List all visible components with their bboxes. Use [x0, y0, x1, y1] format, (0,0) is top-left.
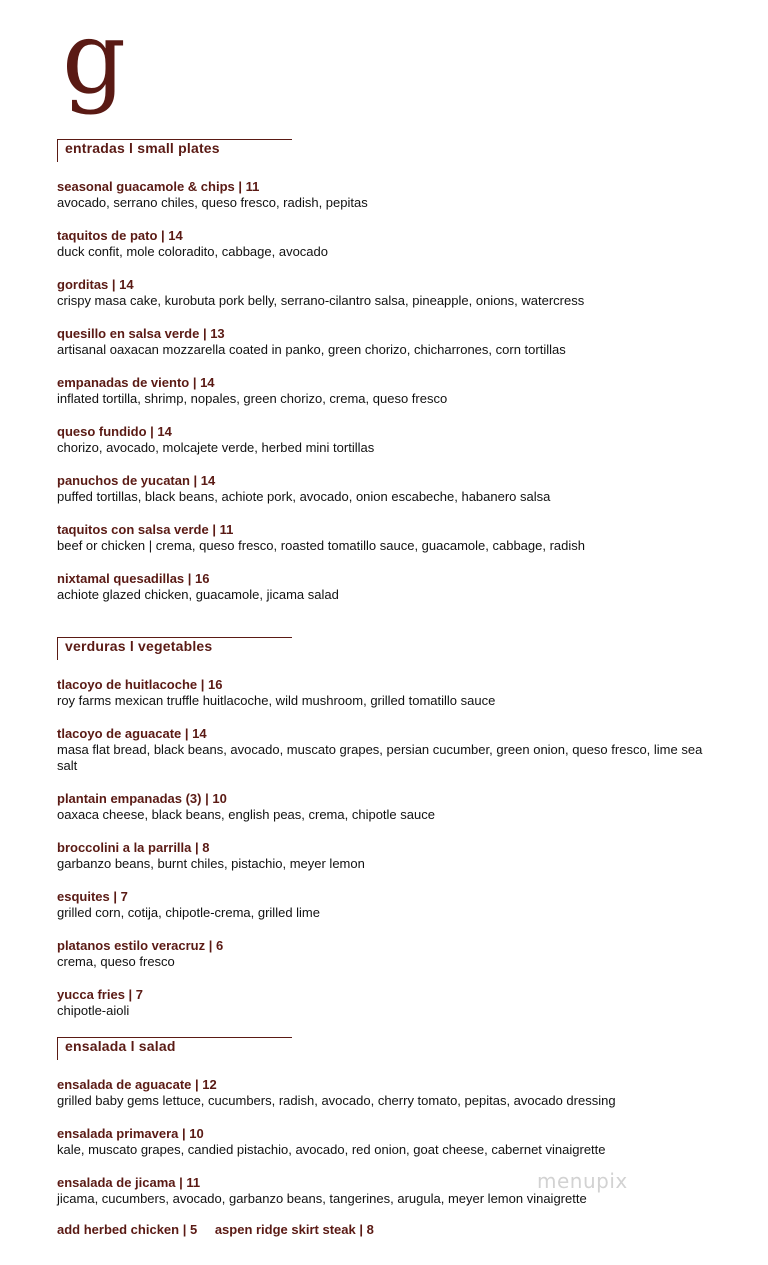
item-description: achiote glazed chicken, guacamole, jicama salad	[57, 587, 339, 602]
section-heading-small-plates	[57, 139, 292, 162]
menu-item	[57, 424, 717, 456]
menu-item	[57, 277, 717, 309]
menu-item	[57, 326, 717, 358]
menu-item	[57, 179, 717, 211]
item-name: plantain empanadas (3) | 10	[57, 791, 227, 806]
item-description: puffed tortillas, black beans, achiote pork, avocado, onion escabeche, habanero salsa	[57, 489, 551, 504]
item-description: crema, queso fresco	[57, 954, 175, 969]
item-name: seasonal guacamole & chips | 11	[57, 179, 260, 194]
item-description: garbanzo beans, burnt chiles, pistachio, meyer lemon	[57, 856, 365, 871]
menu-item	[57, 473, 717, 505]
item-description: crispy masa cake, kurobuta pork belly, serrano-cilantro salsa, pineapple, onions, watercress	[57, 293, 585, 308]
item-description: kale, muscato grapes, candied pistachio, avocado, red onion, goat cheese, cabernet vinaigrette	[57, 1142, 606, 1157]
menu-item	[57, 791, 717, 823]
item-name: taquitos con salsa verde | 11	[57, 522, 234, 537]
item-name: tlacoyo de huitlacoche | 16	[57, 677, 223, 692]
menu-item	[57, 677, 717, 709]
item-name: broccolini a la parrilla | 8	[57, 840, 210, 855]
item-name: esquites | 7	[57, 889, 128, 904]
item-name: taquitos de pato | 14	[57, 228, 183, 243]
item-name: queso fundido | 14	[57, 424, 172, 439]
item-description: beef or chicken | crema, queso fresco, roasted tomatillo sauce, guacamole, cabbage, radish	[57, 538, 585, 553]
item-description: chorizo, avocado, molcajete verde, herbed mini tortillas	[57, 440, 375, 455]
section-title: entradas l small plates	[65, 140, 220, 156]
brand-logo	[58, 26, 130, 122]
item-name: ensalada de jicama | 11	[57, 1175, 201, 1190]
menu-item	[57, 228, 717, 260]
item-description: masa flat bread, black beans, avocado, muscato grapes, persian cucumber, green onion, queso fresco, lime sea salt	[57, 742, 703, 773]
logo-letter: g	[61, 26, 127, 116]
watermark: menupix	[537, 1169, 628, 1193]
item-name: panuchos de yucatan | 14	[57, 473, 216, 488]
item-description: oaxaca cheese, black beans, english peas, crema, chipotle sauce	[57, 807, 435, 822]
section-heading-salad	[57, 1037, 292, 1060]
menu-item	[57, 840, 717, 872]
menu-item	[57, 375, 717, 407]
section-title: ensalada l salad	[65, 1038, 176, 1054]
item-description: roy farms mexican truffle huitlacoche, wild mushroom, grilled tomatillo sauce	[57, 693, 496, 708]
item-description: chipotle-aioli	[57, 1003, 130, 1018]
item-name: empanadas de viento | 14	[57, 375, 215, 390]
item-name: gorditas | 14	[57, 277, 134, 292]
item-name: ensalada de aguacate | 12	[57, 1077, 217, 1092]
item-name: tlacoyo de aguacate | 14	[57, 726, 207, 741]
section-title: verduras l vegetables	[65, 638, 213, 654]
item-name: yucca fries | 7	[57, 987, 144, 1002]
section-heading-vegetables	[57, 637, 292, 660]
item-name: nixtamal quesadillas | 16	[57, 571, 210, 586]
add-ons	[57, 1222, 374, 1238]
item-name: ensalada primavera | 10	[57, 1126, 204, 1141]
menu-item	[57, 571, 717, 603]
menu-item	[57, 1077, 717, 1109]
item-description: grilled baby gems lettuce, cucumbers, radish, avocado, cherry tomato, pepitas, avocado dressing	[57, 1093, 616, 1108]
item-description: inflated tortilla, shrimp, nopales, green chorizo, crema, queso fresco	[57, 391, 448, 406]
menu-item	[57, 726, 717, 774]
item-name: quesillo en salsa verde | 13	[57, 326, 225, 341]
addon-chicken: add herbed chicken | 5	[57, 1222, 198, 1237]
menu-item	[57, 1126, 717, 1158]
item-description: artisanal oaxacan mozzarella coated in panko, green chorizo, chicharrones, corn tortillas	[57, 342, 566, 357]
addon-steak: aspen ridge skirt steak | 8	[214, 1222, 374, 1237]
item-description: grilled corn, cotija, chipotle-crema, grilled lime	[57, 905, 320, 920]
menu-item	[57, 889, 717, 921]
menu-item	[57, 522, 717, 554]
menu-item	[57, 987, 717, 1019]
item-description: avocado, serrano chiles, queso fresco, radish, pepitas	[57, 195, 368, 210]
item-description: jicama, cucumbers, avocado, garbanzo beans, tangerines, arugula, meyer lemon vinaigrette	[57, 1191, 587, 1206]
menu-item	[57, 938, 717, 970]
item-name: platanos estilo veracruz | 6	[57, 938, 224, 953]
item-description: duck confit, mole coloradito, cabbage, avocado	[57, 244, 329, 259]
